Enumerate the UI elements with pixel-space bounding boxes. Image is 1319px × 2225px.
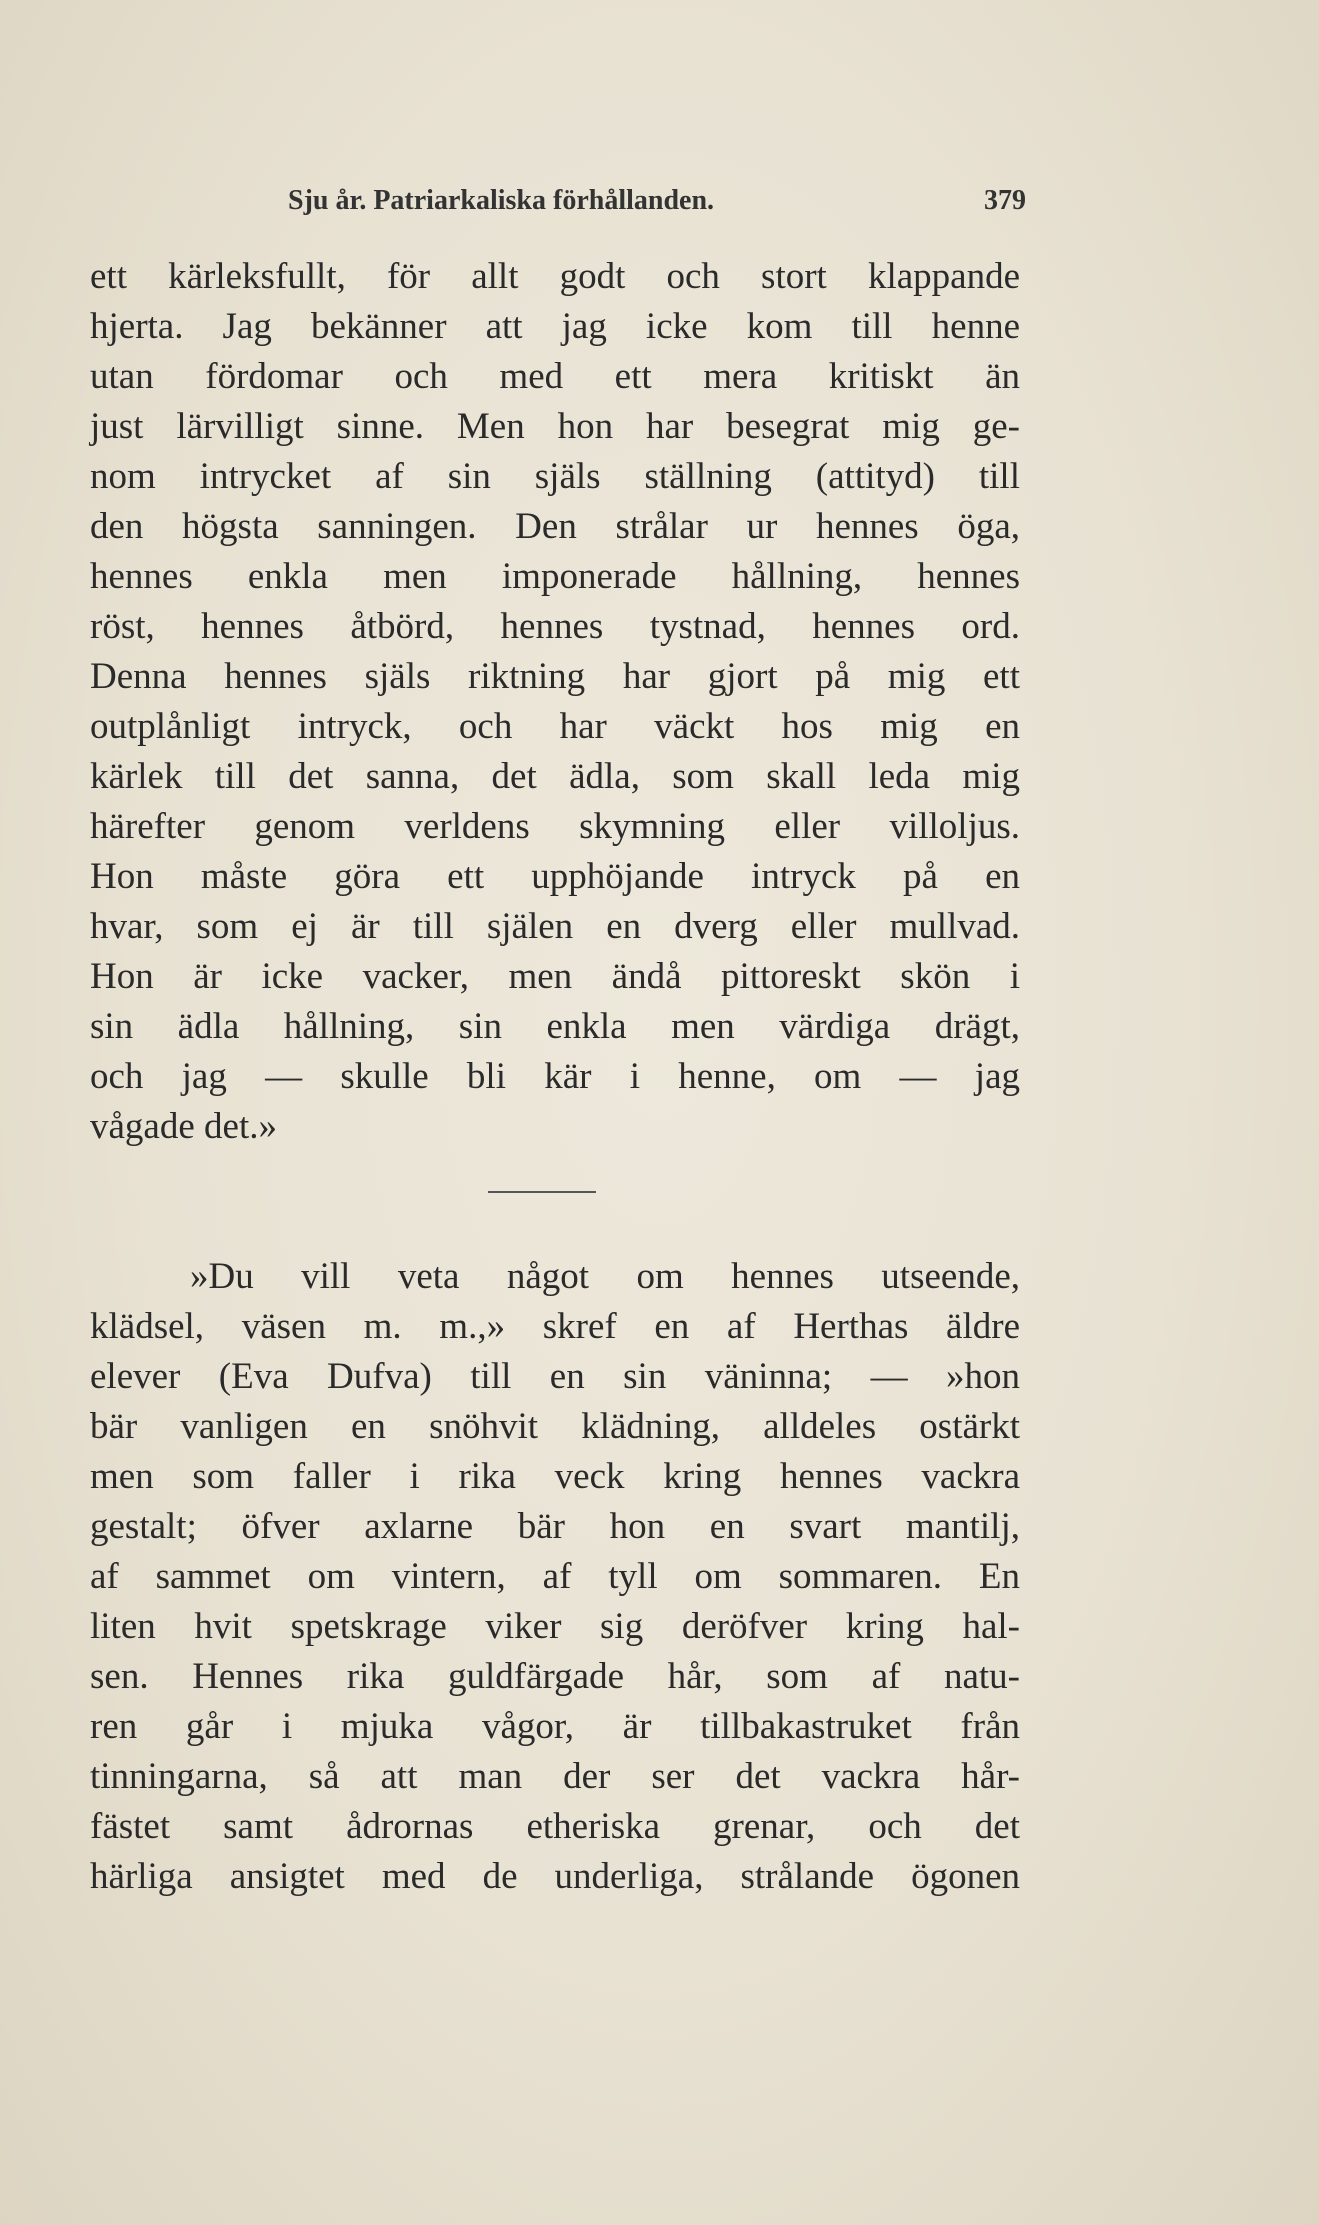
text-line: liten hvit spetskrage viker sig deröfver kring hal- (90, 1606, 1020, 1647)
text-line: men som faller i rika veck kring hennes vackra (90, 1456, 1020, 1497)
text-line: ren går i mjuka vågor, är tillbakastruket från (90, 1706, 1020, 1747)
text-line: just lärvilligt sinne. Men hon har besegrat mig ge- (90, 406, 1020, 447)
text-line: af sammet om vintern, af tyll om sommaren. En (90, 1556, 1020, 1597)
text-line: vågade det.» (90, 1106, 277, 1147)
text-line: och jag — skulle bli kär i henne, om — jag (90, 1056, 1020, 1097)
text-line: outplånligt intryck, och har väckt hos mig en (90, 706, 1020, 747)
text-line: fästet samt ådrornas etheriska grenar, och det (90, 1806, 1020, 1847)
text-line: Hon måste göra ett upphöjande intryck på en (90, 856, 1020, 897)
text-line: »Du vill veta något om hennes utseende, (190, 1256, 1020, 1297)
text-line: hennes enkla men imponerade hållning, hennes (90, 556, 1020, 597)
text-line: ett kärleksfullt, för allt godt och stort klappande (90, 256, 1020, 297)
text-line: hvar, som ej är till själen en dverg eller mullvad. (90, 906, 1020, 947)
text-line: sin ädla hållning, sin enkla men värdiga drägt, (90, 1006, 1020, 1047)
text-line: den högsta sanningen. Den strålar ur hennes öga, (90, 506, 1020, 547)
text-line: utan fördomar och med ett mera kritiskt än (90, 356, 1020, 397)
text-line: röst, hennes åtbörd, hennes tystnad, hennes ord. (90, 606, 1020, 647)
text-line: bär vanligen en snöhvit klädning, alldeles ostärkt (90, 1406, 1020, 1447)
text-line: Hon är icke vacker, men ändå pittoreskt skön i (90, 956, 1020, 997)
section-divider (488, 1191, 596, 1193)
text-line: klädsel, väsen m. m.,» skref en af Herthas äldre (90, 1306, 1020, 1347)
text-line: härliga ansigtet med de underliga, strålande ögonen (90, 1856, 1020, 1897)
text-line: tinningarna, så att man der ser det vackra hår- (90, 1756, 1020, 1797)
text-line: Denna hennes själs riktning har gjort på mig ett (90, 656, 1020, 697)
text-line: nom intrycket af sin själs ställning (attityd) till (90, 456, 1020, 497)
page-header (288, 185, 1026, 225)
text-line: hjerta. Jag bekänner att jag icke kom till henne (90, 306, 1020, 347)
page-number: 379 (984, 185, 1026, 216)
text-line: elever (Eva Dufva) till en sin väninna; — »hon (90, 1356, 1020, 1397)
text-line: härefter genom verldens skymning eller villoljus. (90, 806, 1020, 847)
text-line: kärlek till det sanna, det ädla, som skall leda mig (90, 756, 1020, 797)
text-line: sen. Hennes rika guldfärgade hår, som af natu- (90, 1656, 1020, 1697)
running-title: Sju år. Patriarkaliska förhållanden. (288, 185, 715, 216)
text-line: gestalt; öfver axlarne bär hon en svart mantilj, (90, 1506, 1020, 1547)
